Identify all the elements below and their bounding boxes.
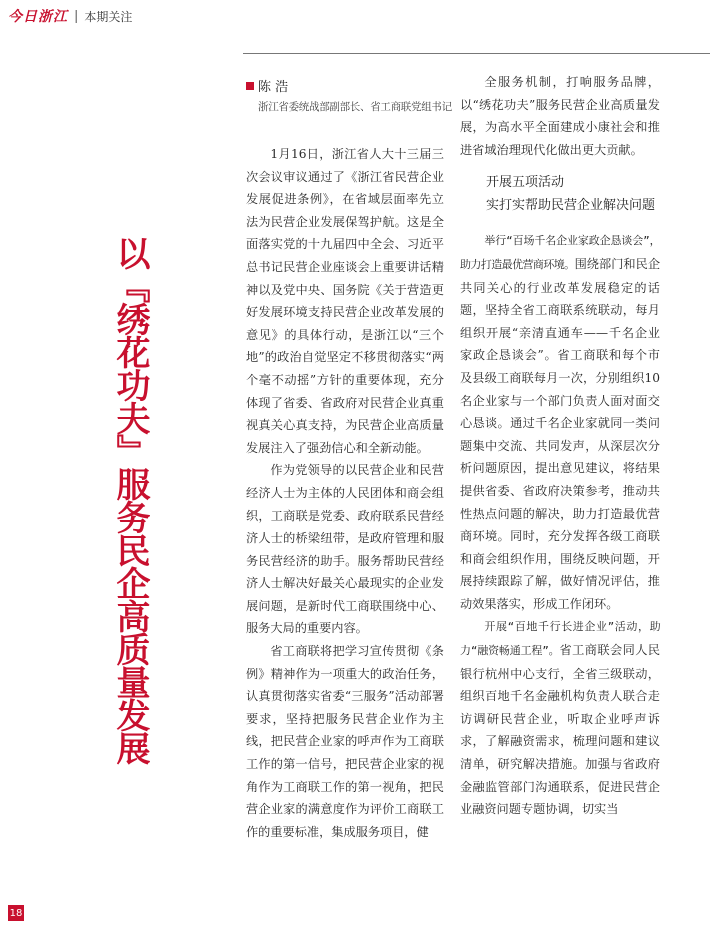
paragraph: 省工商联将把学习宣传贯彻《条例》精神作为一项重大的政治任务，认真贯彻落实省委“三服务”活动部署要求，坚持把服务民营企业作为主线，把民营企业家的呼声作为工商联工作的第一信号，把民营企业家的视角作为工商联工作的第一视角，把民营企业家的满意度作为评价工商联工作的重要标准，集成服务项目，健 [246, 644, 444, 839]
article-title: 以『绣花功夫』服务民企高质量发展 [110, 236, 150, 764]
paragraph-body: 省工商联会同人民银行杭州中心支行，全省三级联动，组织百地千名金融机构负责人联合走访调研民营企业，听取企业呼声诉求，了解融资需求，梳理问题和建议清单，研究解决措施。加强与省政府金融监管部门沟通联系，促进民营企业融资问题专题协调，切实当 [460, 643, 661, 817]
paragraph [460, 615, 660, 820]
header-separator: | [74, 8, 79, 24]
subhead-line-1: 开展五项活动 [486, 175, 565, 191]
column-right [460, 71, 660, 821]
column-left [246, 143, 444, 843]
paragraph-continuation: 全服务机制，打响服务品牌，以“绣花功夫”服务民营企业高质量发展，为高水平全面建成小康社会和推进省域治理现代化做出更大贡献。 [460, 75, 660, 157]
masthead-logo: 今日浙江 [8, 9, 68, 25]
paragraph: 1月16日，浙江省人大十三届三次会议审议通过了《浙江省民营企业发展促进条例》，在省域层面率先立法为民营企业发展保驾护航。这是全面落实党的十九届四中全会、习近平总书记民营企业座谈会上重要讲话精神以及党中央、国务院《关于营造更好发展环境支持民营企业改革发展的意见》的具体行动，是浙江以“三个地”的政治自觉坚定不移贯彻落实“两个毫不动摇”方针的重要体现，充分体现了省委、省政府对民营企业真重视真关心真支持，为民营企业高质量发展注入了强劲信心和全新动能。 [246, 147, 444, 455]
subhead-line-2: 实打实帮助民营企业解决问题 [486, 198, 656, 214]
section-label: 本期关注 [84, 9, 133, 24]
paragraph [460, 229, 660, 615]
paragraph-lead: 举行“百场千名企业家政企恳谈会”，助力打造最优营商环境。 [460, 234, 660, 271]
author-name: 陈 浩 [258, 80, 289, 95]
author-marker-icon [246, 82, 254, 90]
author-line [246, 76, 288, 95]
top-rule [243, 53, 710, 54]
paragraph-lead: 开展“百地千行长进企业”活动，助力“融资畅通工程”。 [460, 620, 660, 658]
paragraph: 作为党领导的以民营企业和民营经济人士为主体的人民团体和商会组织，工商联是党委、政府联系民营经济人士的桥梁纽带，是政府管理和服务民营经济的助手。服务帮助民营经济人士解决好最关心最现实的企业发展问题，是新时代工商联围绕中心、服务大局的重要内容。 [246, 463, 444, 636]
page-header [8, 6, 132, 26]
author-affiliation: 浙江省委统战部副部长、省工商联党组书记 [258, 101, 452, 113]
paragraph-body: 围绕部门和民企共同关心的行业改革发展稳定的话题，坚持全省工商联系统联动，每月组织开展“亲清直通车——千名企业家政企恳谈会”。省工商联和每个市及县级工商联每月一次，分别组织10名企业家与一个部门负责人面对面交心恳谈。通过千名企业家就同一类问题集中交流、共同发声，从深层次分析问题原因，提出意见建议，将结果提供省委、省政府决策参考，推动共性热点问题的解决，助力打造最优营商环境。同时，充分发挥各级工商联和商会组织作用，围绕反映问题，开展持续跟踪了解，做好情况评估，推动效果落实，形成工作闭环。 [460, 256, 661, 611]
page-number: 18 [8, 905, 24, 921]
section-heading [460, 171, 660, 217]
